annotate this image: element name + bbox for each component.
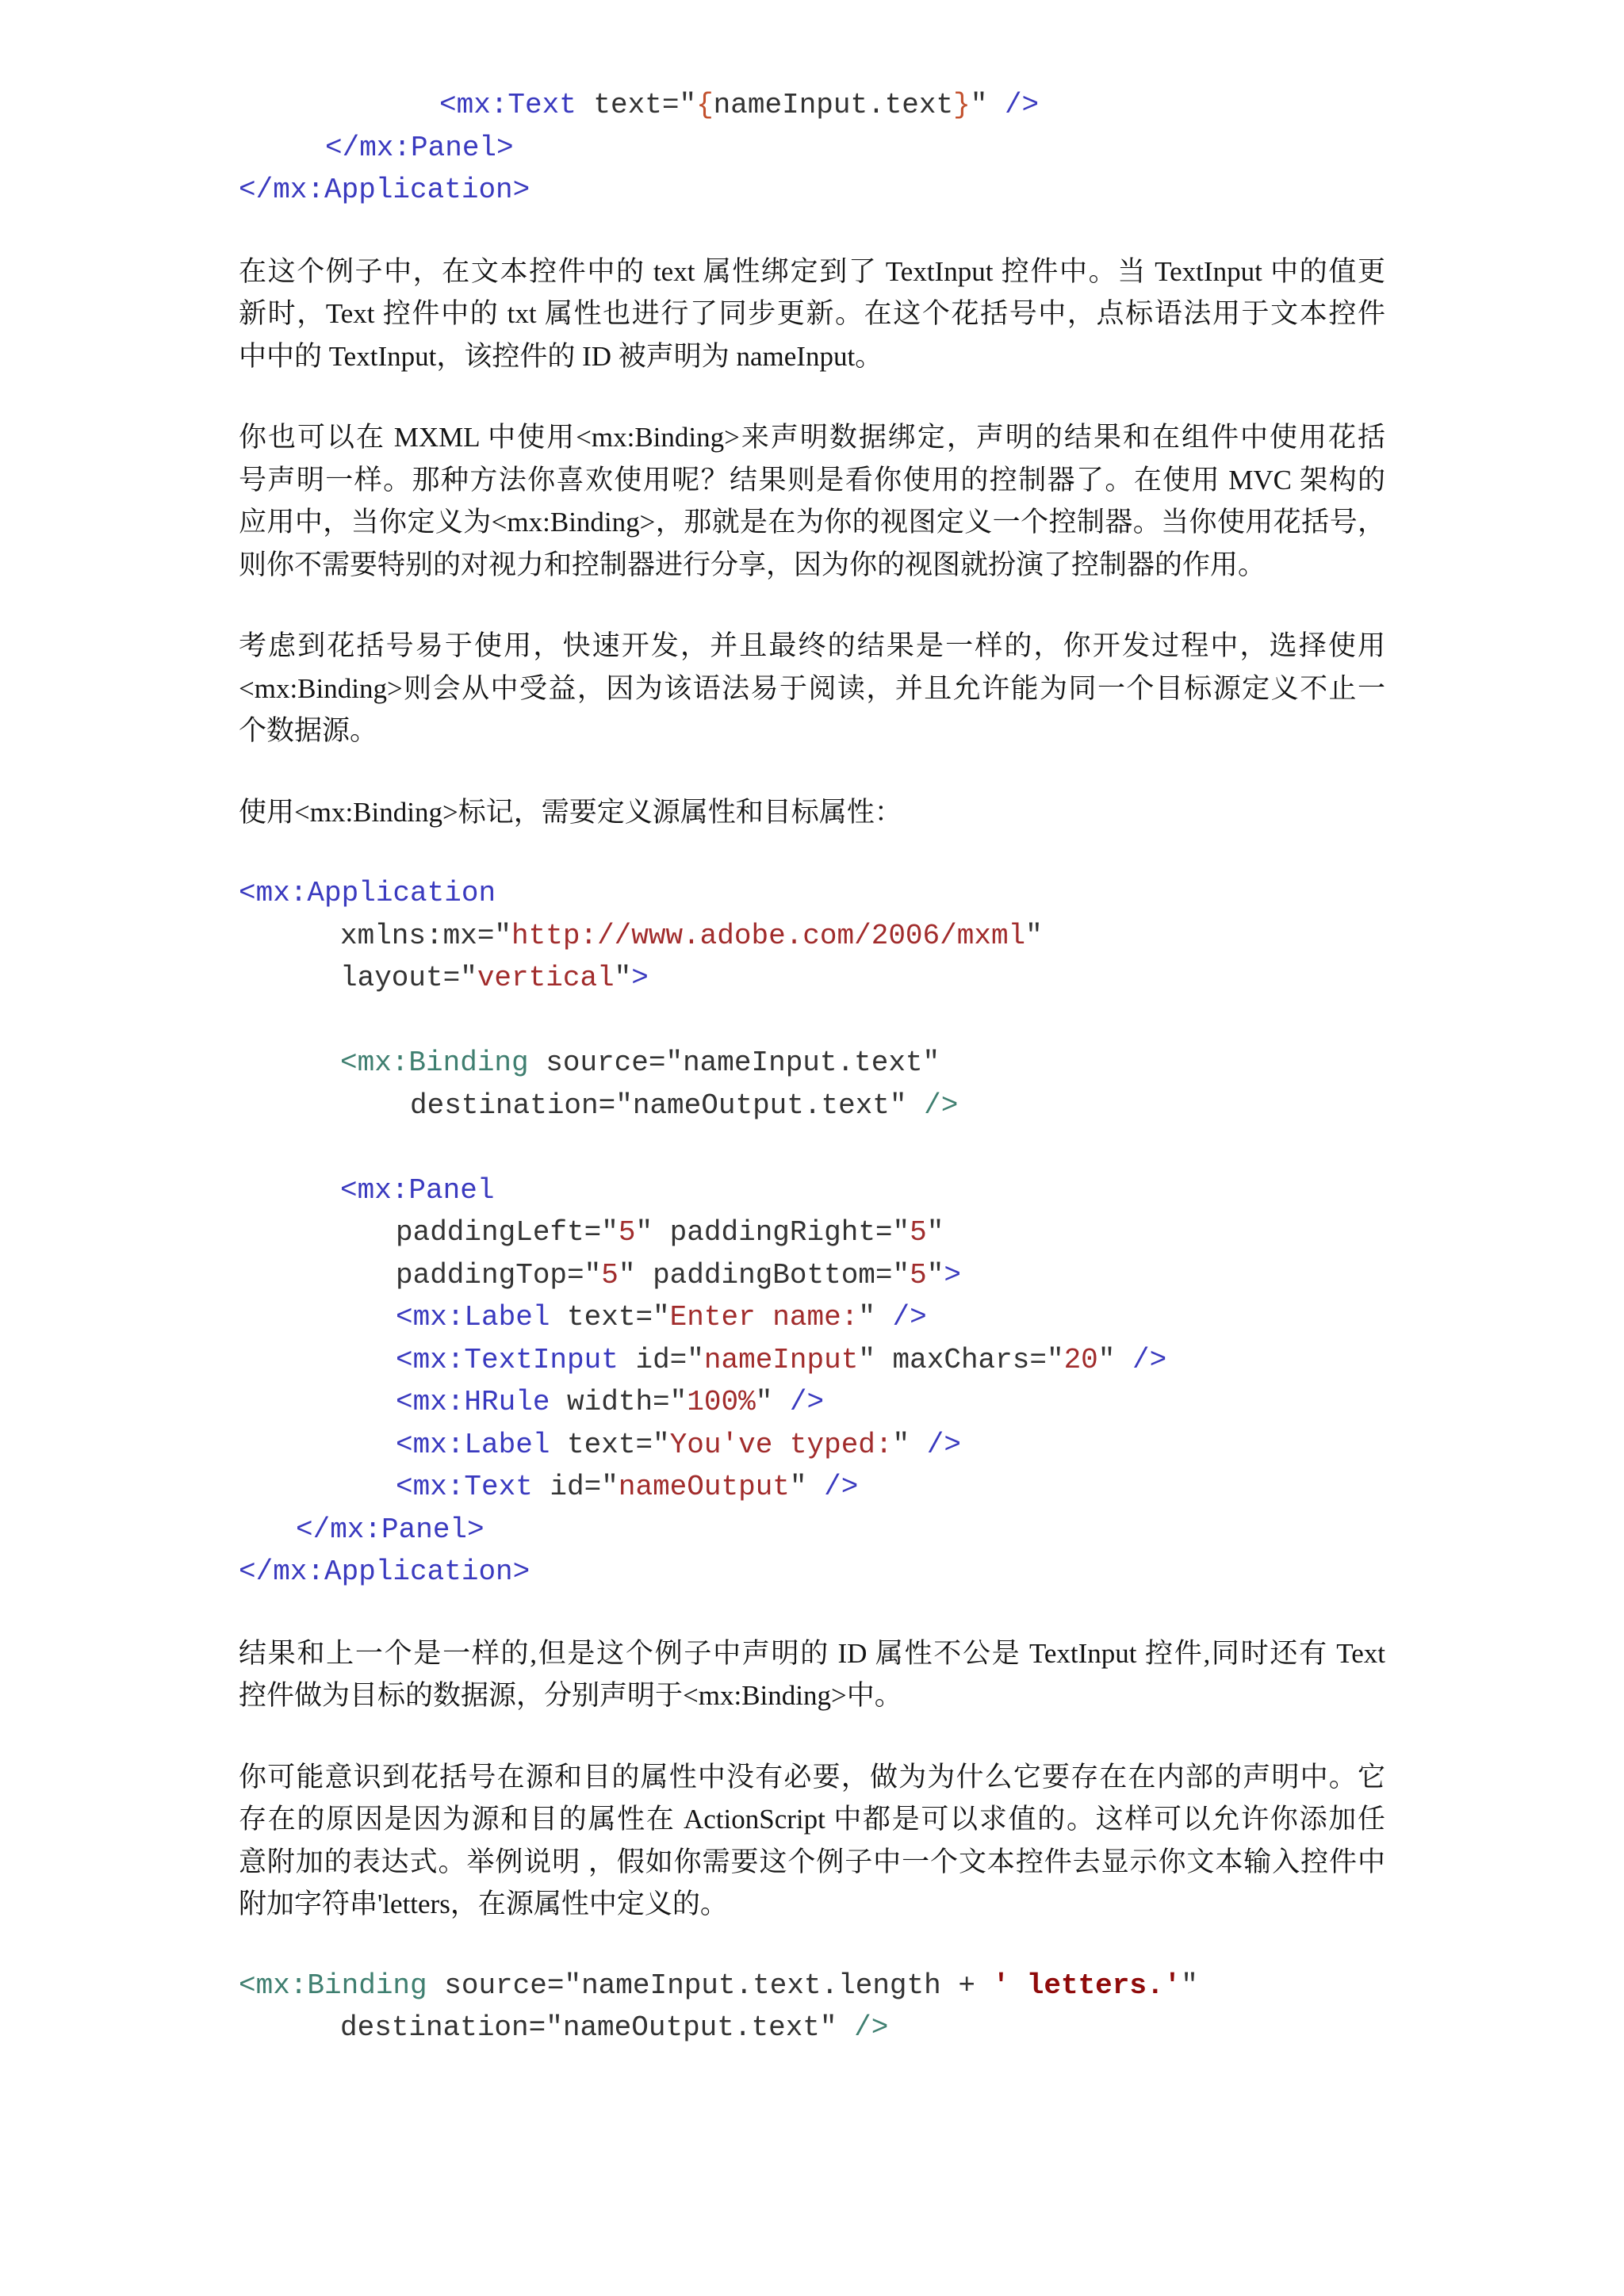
code-line — [239, 1509, 1385, 1552]
code-token: <mx:Binding — [239, 1969, 427, 2002]
code-token: " — [614, 962, 632, 994]
paragraph — [239, 1756, 1385, 1926]
code-line — [239, 169, 1385, 212]
code-token: 5 — [910, 1258, 927, 1292]
code-line — [239, 1211, 1385, 1254]
paragraph-line: 在这个例子中，在文本控件中的 text 属性绑定到了 TextInput 控件中。当 TextInput 中的值更 — [239, 255, 1385, 287]
code-line — [239, 1296, 1385, 1339]
code-token: </mx:Application> — [239, 1556, 530, 1588]
code-token: source="nameInput.text" — [528, 1047, 940, 1079]
code-token: xmlns:mx=" — [340, 919, 512, 952]
code-token: 5 — [601, 1258, 619, 1292]
code-token: <mx:Application — [239, 877, 496, 909]
code-token: </mx:Application> — [239, 174, 530, 206]
code-line — [239, 872, 1385, 915]
code-token: /> — [1004, 89, 1040, 121]
paragraph — [239, 251, 1385, 378]
paragraph-line: 附加字符串'letters，在源属性中定义的。 — [239, 1888, 728, 1919]
code-token: id=" — [618, 1343, 704, 1376]
code-token: source="nameInput.text.length + — [427, 1969, 993, 2002]
paragraph-line: 结果和上一个是一样的,但是这个例子中声明的 ID 属性不公是 TextInput 控件,同时还有 Text — [239, 1637, 1385, 1669]
code-line — [239, 127, 1385, 170]
code-token: /> — [854, 2011, 889, 2044]
code-blank-line — [239, 1127, 1385, 1169]
code-token: 100% — [687, 1386, 756, 1418]
paragraph-line: 你可能意识到花括号在源和目的属性中没有必要，做为为什么它要存在在内部的声明中。它 — [239, 1761, 1385, 1793]
code-token: Enter name: — [669, 1301, 859, 1334]
paragraph-line: 中中的 TextInput，该控件的 ID 被声明为 nameInput。 — [239, 340, 883, 372]
code-block — [239, 872, 1385, 1594]
code-token: <mx:Text — [396, 1471, 533, 1503]
code-token: vertical — [477, 962, 615, 994]
code-token: " — [1097, 1343, 1133, 1376]
code-line — [239, 1254, 1385, 1297]
code-line — [239, 915, 1385, 958]
code-line — [239, 1169, 1385, 1212]
code-token: <mx:TextInput — [396, 1343, 619, 1376]
paragraph-line: 控件做为目标的数据源，分别声明于<mx:Binding>中。 — [239, 1680, 902, 1711]
paragraph — [239, 416, 1385, 586]
code-token: " — [970, 89, 1005, 121]
code-token: text=" — [550, 1301, 670, 1334]
code-token: 5 — [618, 1216, 636, 1249]
code-token: You've typed: — [669, 1428, 893, 1461]
code-token: " paddingRight=" — [635, 1216, 910, 1249]
code-line — [239, 1381, 1385, 1424]
code-line — [239, 1424, 1385, 1467]
document-page — [239, 84, 1385, 2049]
code-token: </mx:Panel> — [296, 1513, 485, 1546]
code-token: text=" — [550, 1428, 670, 1461]
code-token: layout=" — [340, 962, 477, 994]
code-token: " — [892, 1428, 927, 1461]
paragraph-line: 则你不需要特别的对视力和控制器进行分享，因为你的视图就扮演了控制器的作用。 — [239, 549, 1266, 580]
code-token: /> — [824, 1471, 859, 1503]
paragraph-line: 考虑到花括号易于使用，快速开发，并且最终的结果是一样的，你开发过程中，选择使用 — [239, 630, 1385, 661]
code-token: id=" — [532, 1471, 619, 1503]
code-line — [239, 1085, 1385, 1127]
paragraph-line: 号声明一样。那种方法你喜欢使用呢？结果则是看你使用的控制器了。在使用 MVC 架构的 — [239, 464, 1385, 496]
code-token: " — [926, 1258, 944, 1292]
code-token: <mx:Panel — [340, 1173, 495, 1207]
code-token: /> — [926, 1428, 961, 1461]
paragraph-line: 应用中，当你定义为<mx:Binding>，那就是在为你的视图定义一个控制器。当你使用花括号， — [239, 507, 1385, 538]
code-token: width=" — [550, 1386, 688, 1418]
code-token: destination="nameOutput.text" — [340, 2011, 855, 2044]
code-token: text=" — [576, 89, 697, 121]
code-token: /> — [892, 1301, 927, 1334]
code-token: paddingTop=" — [396, 1258, 602, 1292]
code-block — [239, 84, 1385, 212]
code-token: destination="nameOutput.text" — [410, 1089, 925, 1122]
code-blank-line — [239, 1000, 1385, 1043]
code-line — [239, 2007, 1385, 2049]
code-token: " — [926, 1216, 944, 1249]
code-token: /> — [789, 1386, 825, 1418]
code-token: > — [631, 962, 649, 994]
code-token: " maxChars=" — [858, 1343, 1064, 1376]
code-token: paddingLeft=" — [396, 1216, 619, 1249]
code-token: } — [953, 89, 971, 121]
code-token: " — [755, 1386, 790, 1418]
code-token: { — [696, 89, 714, 121]
code-token: http://www.adobe.com/2006/mxml — [511, 919, 1026, 952]
code-line — [239, 1339, 1385, 1382]
paragraph-line: 个数据源。 — [239, 715, 378, 746]
code-token: " — [789, 1471, 825, 1503]
paragraph-line: <mx:Binding>则会从中受益，因为该语法易于阅读，并且允许能为同一个目标源定义不止一 — [239, 672, 1385, 704]
code-line — [239, 1551, 1385, 1594]
code-token: " — [1181, 1969, 1198, 2002]
code-line — [239, 957, 1385, 1000]
paragraph — [239, 791, 1385, 834]
code-line — [239, 1466, 1385, 1509]
code-token: nameInput — [703, 1343, 859, 1376]
code-token: " — [1025, 919, 1043, 952]
code-token: /> — [924, 1089, 959, 1122]
code-token: ' letters.' — [992, 1969, 1182, 2002]
paragraph — [239, 625, 1385, 752]
paragraph-line: 你也可以在 MXML 中使用<mx:Binding>来声明数据绑定，声明的结果和在组件中使用花括 — [239, 422, 1385, 453]
code-token: /> — [1132, 1343, 1167, 1376]
code-token: <mx:Label — [396, 1301, 550, 1334]
code-line — [239, 1965, 1385, 2007]
code-token: 20 — [1063, 1343, 1098, 1376]
code-token: > — [944, 1258, 961, 1292]
code-line — [239, 1042, 1385, 1085]
code-token: <mx:HRule — [396, 1386, 550, 1418]
code-token: <mx:Text — [439, 89, 576, 121]
code-token: <mx:Label — [396, 1428, 550, 1461]
paragraph-line: 存在的原因是因为源和目的属性在 ActionScript 中都是可以求值的。这样可以允许你添加任 — [239, 1804, 1385, 1835]
code-token: nameOutput — [618, 1471, 790, 1503]
code-token: <mx:Binding — [340, 1047, 529, 1079]
paragraph-line: 新时，Text 控件中的 txt 属性也进行了同步更新。在这个花括号中，点标语法用于文本控件 — [239, 298, 1385, 329]
paragraph — [239, 1632, 1385, 1717]
code-token: 5 — [910, 1216, 927, 1249]
code-block — [239, 1965, 1385, 2049]
code-token: </mx:Panel> — [325, 131, 514, 164]
code-token: nameInput.text — [713, 89, 954, 121]
code-token: " paddingBottom=" — [618, 1258, 910, 1292]
code-token: " — [858, 1301, 893, 1334]
paragraph-line: 意附加的表达式。举例说明 ，假如你需要这个例子中一个文本控件去显示你文本输入控件中 — [239, 1846, 1385, 1877]
paragraph-line: 使用<mx:Binding>标记，需要定义源属性和目标属性： — [239, 796, 902, 828]
code-line — [239, 84, 1385, 127]
